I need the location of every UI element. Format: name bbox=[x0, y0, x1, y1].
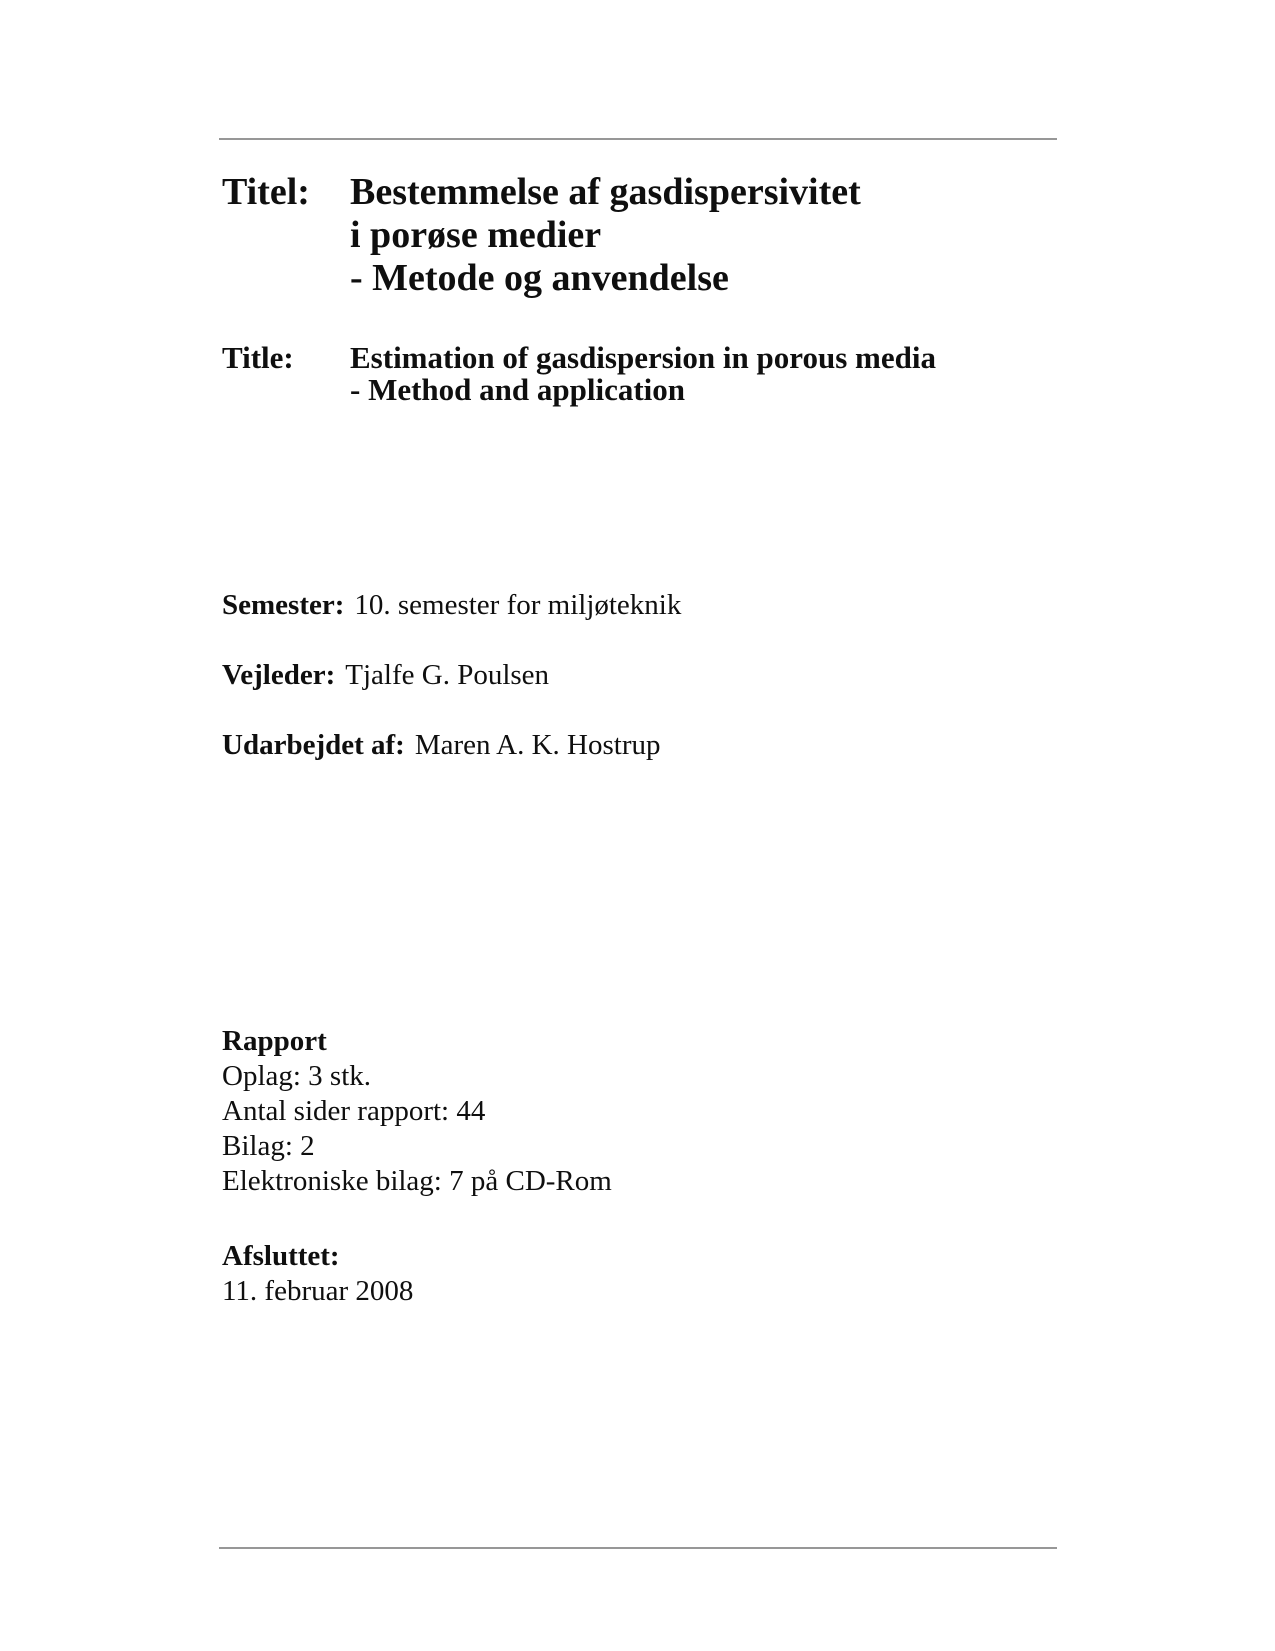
semester-label: Semester: bbox=[222, 589, 345, 621]
top-rule bbox=[219, 138, 1057, 140]
report-pages-line: Antal sider rapport: 44 bbox=[222, 1095, 486, 1127]
report-copies-line: Oplag: 3 stk. bbox=[222, 1060, 372, 1092]
report-electronic-appendix-line: Elektroniske bilag: 7 på CD-Rom bbox=[222, 1165, 612, 1197]
completed-date: 11. februar 2008 bbox=[222, 1275, 414, 1307]
english-title-label: Title: bbox=[222, 340, 294, 375]
author-value: Maren A. K. Hostrup bbox=[414, 729, 661, 761]
danish-title-label: Titel: bbox=[222, 171, 310, 213]
danish-title-line-1: Bestemmelse af gasdispersivitet bbox=[350, 171, 861, 213]
report-info-heading: Rapport bbox=[222, 1025, 327, 1057]
report-appendix-line: Bilag: 2 bbox=[222, 1130, 315, 1162]
danish-title-text bbox=[350, 171, 861, 300]
bottom-rule bbox=[219, 1547, 1057, 1549]
completed-block bbox=[222, 1239, 413, 1309]
danish-title-line-3: - Metode og anvendelse bbox=[350, 257, 729, 299]
english-title-row bbox=[222, 342, 936, 406]
author-label: Udarbejdet af: bbox=[222, 729, 405, 761]
semester-line bbox=[222, 588, 681, 623]
supervisor-value: Tjalfe G. Poulsen bbox=[345, 659, 550, 691]
danish-title-line-2: i porøse medier bbox=[350, 214, 602, 256]
author-line bbox=[222, 728, 661, 763]
english-title-line-1: Estimation of gasdispersion in porous media bbox=[350, 340, 936, 375]
supervisor-label: Vejleder: bbox=[222, 659, 336, 691]
completed-heading: Afsluttet: bbox=[222, 1240, 340, 1272]
english-title-text bbox=[350, 342, 936, 406]
english-title-line-2: - Method and application bbox=[350, 372, 686, 407]
supervisor-line bbox=[222, 658, 549, 693]
report-info-block bbox=[222, 1024, 612, 1199]
danish-title-row bbox=[222, 171, 861, 300]
semester-value: 10. semester for miljøteknik bbox=[354, 589, 682, 621]
